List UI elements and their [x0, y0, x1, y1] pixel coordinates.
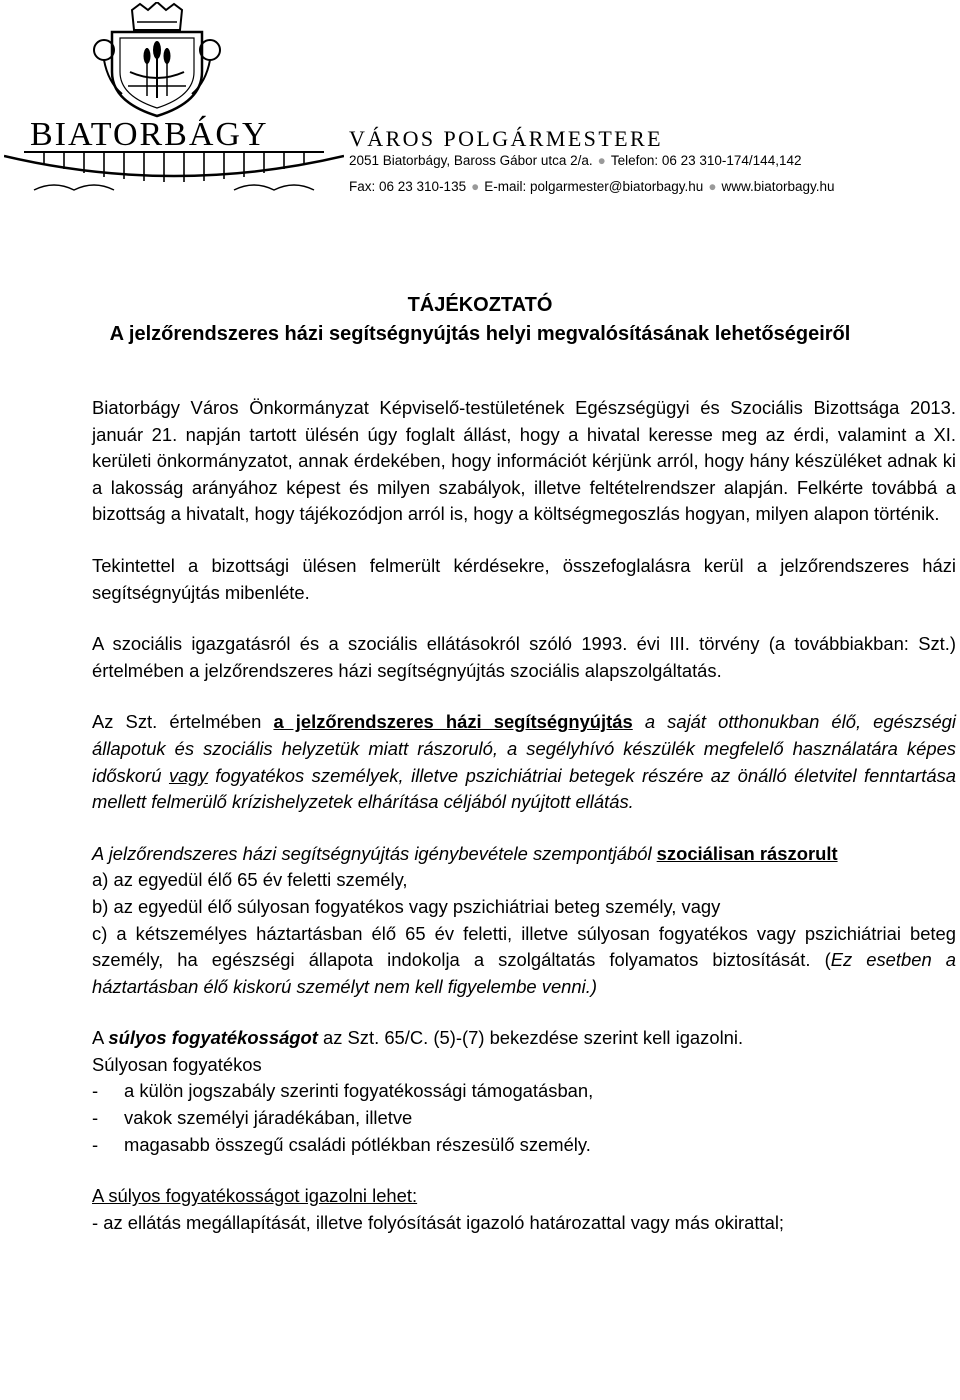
address-text: 2051 Biatorbágy, Baross Gábor utca 2/a. — [349, 153, 593, 168]
dash-marker: - — [92, 1133, 99, 1155]
contact-line-1 — [349, 152, 801, 170]
phone-text: Telefon: 06 23 310-174/144,142 — [610, 153, 802, 168]
paragraph-3: A szociális igazgatásról és a szociális ellátásokról szóló 1993. évi III. törvény (a továbbiakban: Szt.) értelmében a jelzőrendszeres házi segítségnyújtás szociális alapszolgáltatás. — [92, 633, 956, 681]
city-crest-icon — [92, 2, 222, 120]
paragraph-7-heading: A súlyos fogyatékosságot igazolni lehet: — [92, 1185, 418, 1207]
document-title: TÁJÉKOZTATÓ — [407, 294, 553, 316]
list-item-a: a) az egyedül élő 65 év feletti személy, — [92, 869, 408, 891]
fax-text: Fax: 06 23 310-135 — [349, 179, 467, 194]
paragraph-5 — [92, 841, 956, 868]
bridge-graphic-icon — [4, 150, 344, 200]
p4-definition-b: fogyatékos személyek, illetve pszichiátriai betegek részére az önálló életvitel fenntartása mellett felmerülő krízishelyzetek elhárítása céljából nyújtott ellátás. — [92, 764, 956, 813]
list-item-c-text: c) a kétszemélyes háztartásban élő 65 év feletti, illetve súlyosan fogyatékos vagy pszichiátriai beteg személy, ha egészségi állapota indokolja a szolgáltatás folyamatos biztosítását. ( — [92, 922, 956, 971]
dash-item-text: magasabb összegű családi pótlékban részesülő személy. — [124, 1133, 591, 1155]
paragraph-1: Biatorbágy Város Önkormányzat Képviselő-testületének Egészségügyi és Szociális Bizottsága 2013. január 21. napján tartott ülésén úgy foglalt állást, hogy a hivatal keresse meg az érdi, valamint a XI. kerületi önkormányzatot, annak érdekében, hogy információt kérjünk arról, hogy hány készüléket adnak ki a lakosság arányához képest és milyen szabályok, illetve feltételrendszer alapján. Felkérte továbbá a bizottság a hivatalt, hogy tájékozódjon arról is, hogy a költségmegoszlás hogyan, milyen alapon történik. — [92, 397, 956, 525]
separator-dot-icon: ● — [708, 179, 717, 194]
separator-dot-icon: ● — [471, 179, 480, 194]
office-title: VÁROS POLGÁRMESTERE — [349, 126, 663, 151]
paragraph-7-line-1: - az ellátás megállapítását, illetve folyósítását igazoló határozattal vagy más okirattal; — [92, 1211, 785, 1233]
p4-vagy: vagy — [168, 764, 208, 786]
contact-line-2 — [349, 178, 835, 196]
p4-term: a jelzőrendszeres házi segítségnyújtás — [273, 711, 633, 733]
logo-wordmark: BIATORBÁGY — [30, 116, 269, 153]
separator-dot-icon: ● — [597, 153, 606, 168]
document-subtitle: A jelzőrendszeres házi segítségnyújtás helyi megvalósításának lehetőségeiről — [109, 323, 851, 345]
paragraph-4 — [92, 709, 956, 815]
p4-definition-a: a saját otthonukban élő, egészségi állapotuk és szociális helyzetük miatt rászoruló, a segélyhívó készülék megfelelő használatára képes időskorú — [92, 711, 956, 786]
email-link[interactable]: E-mail: polgarmester@biatorbagy.hu — [484, 179, 704, 194]
dash-item — [92, 1132, 956, 1159]
dash-item — [92, 1105, 956, 1132]
p5-term: szociálisan rászorult — [656, 842, 838, 864]
list-item-b: b) az egyedül élő súlyosan fogyatékos vagy pszichiátriai beteg személy, vagy — [92, 895, 721, 917]
dash-item-text: a külön jogszabály szerinti fogyatékossági támogatásban, — [124, 1080, 594, 1102]
p5-lead: A jelzőrendszeres házi segítségnyújtás igénybevétele szempontjából — [92, 842, 657, 864]
paragraph-6 — [92, 1025, 956, 1052]
dash-marker: - — [92, 1080, 99, 1102]
document-body — [92, 395, 956, 1236]
list-item-c-note: Ez esetben a háztartásban élő kiskorú személyt nem kell figyelembe venni.) — [92, 949, 956, 997]
list-item-c — [92, 921, 956, 1001]
p6-term: súlyos fogyatékosságot — [108, 1027, 318, 1049]
paragraph-2: Tekintettel a bizottsági ülésen felmerült kérdésekre, összefoglalásra kerül a jelzőrendszeres házi segítségnyújtás mibenléte. — [92, 554, 956, 603]
p4-lead: Az Szt. értelmében — [92, 711, 274, 733]
website-link[interactable]: www.biatorbagy.hu — [721, 179, 835, 194]
dash-item-text: vakok személyi járadékában, illetve — [124, 1107, 413, 1129]
dash-marker: - — [92, 1107, 99, 1129]
p6-rest: az Szt. 65/C. (5)-(7) bekezdése szerint kell igazolni. — [317, 1027, 744, 1049]
dash-item — [92, 1078, 956, 1105]
paragraph-6-line-2: Súlyosan fogyatékos — [92, 1053, 262, 1075]
p6-lead: A — [92, 1027, 109, 1049]
